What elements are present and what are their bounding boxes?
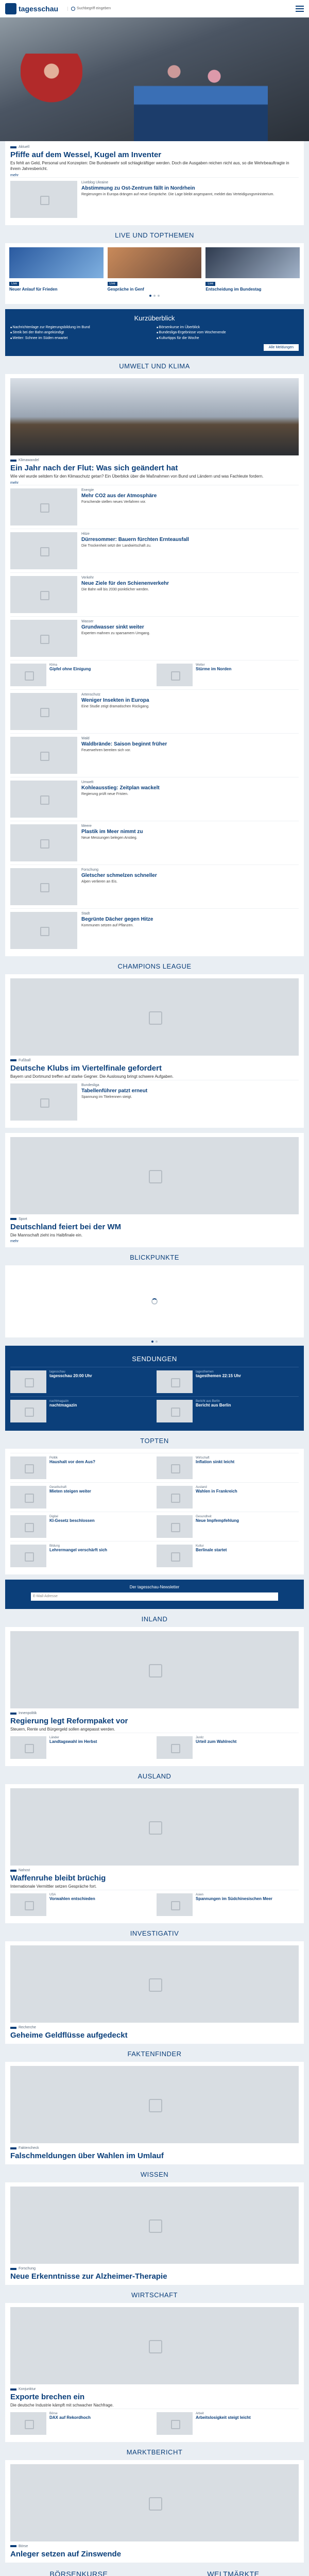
logo-text: tagesschau [19,4,59,13]
live-card-headline[interactable]: Neuer Anlauf für Frieden [9,286,58,292]
live-card-image[interactable] [205,247,300,278]
row-kicker: Wald [81,736,90,740]
row-kicker: Meere [81,824,92,828]
climate-kicker: Klimawandel [19,459,39,463]
thumb-image[interactable] [157,1515,193,1538]
fakten-section [5,2062,304,2164]
summary-item[interactable]: ■ Bundesliga-Ergebnisse vom Wochenende [157,330,299,336]
summary-item[interactable]: ■ Kulturtipps für die Woche [157,336,299,342]
ausland-teaser: Internationale Vermittler setzen Gespräche fort. [10,1884,97,1889]
story-kicker: Sport [19,1217,27,1221]
live-tag: Live [205,282,215,286]
thumb-image[interactable] [10,781,77,818]
row-kicker: Hitze [81,532,90,536]
list-item[interactable] [10,733,299,777]
topic-headline[interactable]: Wahlen in Frankreich [196,1489,237,1494]
topics-section-title: TOPTEN [140,1437,169,1445]
inland-section [5,1627,304,1766]
grid-headline[interactable]: Stürme im Norden [196,666,232,671]
live-section [5,243,304,304]
show-headline[interactable]: tagesschau 20:00 Uhr [49,1374,92,1379]
thumb-image[interactable] [10,1083,77,1121]
live-card-headline[interactable]: Entscheidung im Bundestag [205,286,262,292]
thumb-image[interactable] [10,620,77,657]
grid-kicker: Justiz [196,1736,204,1740]
thumb-image[interactable] [157,2412,193,2435]
topic-headline[interactable]: Neue Impfempfehlung [196,1518,239,1523]
thumb-image[interactable] [157,1736,193,1759]
thumb-image[interactable] [157,1400,193,1422]
live-card[interactable] [108,247,202,292]
grid-headline[interactable]: Spannungen im Südchinesischen Meer [196,1896,272,1902]
topic-kicker: Politik [49,1456,58,1460]
climate-section [5,374,304,956]
search-placeholder: Suchbegriff eingeben [77,7,111,10]
list-item[interactable] [10,616,299,660]
thumb-image[interactable] [10,532,77,569]
fakten-headline[interactable]: Falschmeldungen über Wahlen im Umlauf [10,2151,164,2161]
climate-image[interactable] [10,378,299,455]
grid-headline[interactable]: DAX auf Rekordhoch [49,2415,91,2420]
live-card[interactable] [205,247,300,292]
markt-headline[interactable]: Anleger setzen auf Zinswende [10,2549,122,2558]
grid-kicker: USA [49,1893,56,1897]
grid-item[interactable] [157,1893,299,1916]
climate-section-title: UMWELT UND KLIMA [119,362,190,370]
row-teaser: Neue Messungen belegen Anstieg. [81,836,138,840]
kicker-bar [10,146,16,148]
thumb-image[interactable] [10,1893,46,1916]
grid-item[interactable] [10,664,152,686]
row-headline[interactable]: Abstimmung zu Ost-Zentrum fällt in Nordrhein [81,185,195,191]
thumb-image[interactable] [10,868,77,905]
grid-item[interactable] [10,1893,152,1916]
topic-headline[interactable]: Mieten steigen weiter [49,1489,91,1494]
wissen-section [5,2182,304,2285]
ausland-image[interactable] [10,1788,299,1866]
topic-kicker: Gesellschaft [49,1486,67,1489]
list-item[interactable] [10,529,299,572]
show-kicker: tagesschau [49,1370,65,1374]
teaser-grid [10,660,299,689]
grid-item[interactable] [157,2412,299,2435]
thumb-image[interactable] [10,912,77,949]
inland-image[interactable] [10,1631,299,1708]
league-kicker: Fußball [19,1058,31,1062]
inland-teaser: Steuern, Rente und Bürgergeld sollen angepasst werden. [10,1727,115,1732]
header [0,0,309,18]
topic-kicker: Ausland [196,1486,207,1489]
search-icon [71,7,75,11]
league-section [5,974,304,1128]
row-headline[interactable]: Tabellenführer patzt erneut [81,1088,148,1094]
row-headline[interactable]: Mehr CO2 aus der Atmosphäre [81,493,157,499]
thumb-image[interactable] [10,1370,46,1393]
topic-headline[interactable]: KI-Gesetz beschlossen [49,1518,95,1523]
markt-image[interactable] [10,2464,299,2541]
live-card-image[interactable] [108,247,202,278]
summary-box [5,309,304,357]
thumb-image[interactable] [157,1456,193,1479]
live-tag: Live [108,282,117,286]
logo[interactable] [5,3,58,14]
row-headline[interactable]: Neue Ziele für den Schienenverkehr [81,580,169,586]
newsletter-text: Der tagesschau-Newsletter [129,1585,180,1590]
row-teaser: Feuerwehren bereiten sich vor. [81,748,131,752]
live-section-title: LIVE UND TOPTHEMEN [115,231,194,239]
show-item[interactable] [10,1370,152,1393]
topic-kicker: Digital [49,1515,58,1519]
topics-section [5,1449,304,1574]
topic-headline[interactable]: Haushalt vor dem Aus? [49,1460,96,1465]
wissen-section-title: WISSEN [140,2171,169,2179]
league-teaser: Bayern und Dortmund treffen auf starke Gegner. Die Auslosung bringt schwere Aufgaben. [10,1074,174,1079]
ausland-kicker: Nahost [19,1869,30,1873]
story-more-link[interactable]: mehr [10,1240,19,1244]
grid-kicker: Klima [49,663,58,667]
topic-headline[interactable]: Inflation sinkt leicht [196,1460,235,1465]
topic-item[interactable] [157,1515,299,1538]
search-field[interactable] [67,7,111,11]
grid-headline[interactable]: Vorwahlen entschieden [49,1896,95,1902]
grid-item[interactable] [10,2412,152,2435]
hero-image[interactable] [0,18,309,141]
row-headline[interactable]: Grundwasser sinkt weiter [81,624,144,630]
thumb-image[interactable] [10,2412,46,2435]
fakten-kicker: Faktencheck [19,2146,39,2150]
wissen-kicker: Forschung [19,2267,36,2271]
grid-headline[interactable]: Gipfel ohne Einigung [49,666,91,671]
row-headline[interactable]: Kohleausstieg: Zeitplan wackelt [81,785,160,791]
ausland-headline[interactable]: Waffenruhe bleibt brüchig [10,1874,106,1883]
thumb-image[interactable] [157,1545,193,1567]
markt-section-title: MARKTBERICHT [126,2448,183,2456]
shows-section-title: SENDUNGEN [132,1355,177,1363]
story-teaser: Die Mannschaft zieht ins Halbfinale ein. [10,1232,83,1238]
row-teaser: Experten mahnen zu sparsamem Umgang. [81,631,150,635]
thumb-image[interactable] [10,1515,46,1538]
grid-headline[interactable]: Arbeitslosigkeit steigt leicht [196,2415,251,2420]
grid-item[interactable] [157,664,299,686]
footer-link-weltmaerkte[interactable]: WELTMÄRKTE [207,2569,260,2576]
logo-icon [5,3,16,14]
grid-kicker: Wetter [196,663,205,667]
menu-icon[interactable] [296,6,304,12]
row-headline[interactable]: Begrünte Dächer gegen Hitze [81,916,153,922]
ausland-section [5,1784,304,1923]
thumb-image[interactable] [10,737,77,774]
grid-kicker: Arbeit [196,2412,204,2415]
row-teaser: Alpen verlieren an Eis. [81,879,118,884]
row-kicker: Liveblog Ukraine [81,180,109,184]
top-more-link[interactable]: mehr [10,173,19,177]
thumb-image[interactable] [10,1456,46,1479]
summary-title: Kurzüberblick [134,314,175,322]
topic-item[interactable] [10,1515,152,1538]
show-kicker: nachtmagazin [49,1400,69,1403]
row-teaser: Regierung prüft neue Fristen. [81,792,129,796]
markt-kicker: Börse [19,2544,28,2548]
live-card-headline[interactable]: Gespräche in Genf [107,286,144,292]
topic-item[interactable] [157,1545,299,1567]
grid-headline[interactable]: Urteil zum Wahlrecht [196,1739,237,1744]
league-headline[interactable]: Deutsche Klubs im Viertelfinale gefordert [10,1063,162,1073]
list-item[interactable] [10,689,299,733]
all-news-button[interactable]: Alle Meldungen [264,344,299,351]
grid-headline[interactable]: Landtagswahl im Herbst [49,1739,97,1744]
shows-section [5,1346,304,1431]
row-kicker: Wasser [81,619,94,623]
summary-item[interactable]: ■ Nachrichtenlage zur Regierungsbildung im Bund [10,325,152,331]
ticker-section-title: BLICKPUNKTE [130,1253,179,1262]
invest-section [5,1941,304,2044]
footer-link-boersenkurse[interactable]: BÖRSENKURSE [49,2569,108,2576]
topic-kicker: Kultur [196,1545,204,1548]
row-kicker: Bundesliga [81,1083,99,1087]
newsletter-box [5,1580,304,1609]
newsletter-email-input[interactable]: E-Mail-Adresse [31,1592,278,1601]
list-item[interactable] [10,821,299,865]
thumb-image[interactable] [10,1400,46,1422]
row-teaser: Forschende stellen neues Verfahren vor. [81,500,146,504]
thumb-image[interactable] [157,1370,193,1393]
thumb-image[interactable] [157,1893,193,1916]
row-kicker: Forschung [81,868,99,872]
show-item[interactable] [157,1400,299,1422]
wissen-image[interactable] [10,2187,299,2264]
row-kicker: Umwelt [81,780,94,784]
topic-item[interactable] [157,1486,299,1509]
thumb-image[interactable] [10,181,77,218]
thumb-image[interactable] [157,1486,193,1509]
story-image[interactable] [10,1137,299,1214]
markt-section [5,2460,304,2563]
grid-kicker: Länder [49,1736,59,1740]
grid-item[interactable] [157,1736,299,1759]
row-headline[interactable]: Dürresommer: Bauern fürchten Ernteausfall [81,536,189,543]
show-kicker: Bericht aus Berlin [196,1400,220,1403]
climate-headline[interactable]: Ein Jahr nach der Flut: Was sich geändert hat [10,464,178,473]
thumb-image[interactable] [10,824,77,861]
row-kicker: Verkehr [81,575,94,580]
row-kicker: Artenschutz [81,692,100,697]
invest-image[interactable] [10,1945,299,2023]
thumb-image[interactable] [10,1736,46,1759]
list-item[interactable] [10,908,299,952]
show-item[interactable] [10,1400,152,1422]
topic-headline[interactable]: Berlinale startet [196,1548,227,1553]
topic-item[interactable] [157,1456,299,1479]
invest-section-title: INVESTIGATIV [130,1929,179,1938]
row-headline[interactable]: Plastik im Meer nimmt zu [81,828,143,835]
top-story[interactable] [5,141,304,225]
thumb-image[interactable] [157,664,193,686]
wirtschaft-kicker: Konjunktur [19,2387,36,2392]
row-teaser: Spannung im Titelrennen steigt. [81,1095,132,1099]
topic-kicker: Wirtschaft [196,1456,210,1460]
live-card-image[interactable] [9,247,104,278]
row-headline[interactable]: Waldbrände: Saison beginnt früher [81,741,167,747]
league-image[interactable] [10,978,299,1056]
row-headline[interactable]: Gletscher schmelzen schneller [81,872,157,878]
climate-more-link[interactable]: mehr [10,481,19,485]
footer-links [0,2563,309,2576]
list-item[interactable] [10,865,299,908]
thumb-image[interactable] [10,488,77,526]
grid-kicker: Börse [49,2412,58,2415]
invest-headline[interactable]: Geheime Geldflüsse aufgedeckt [10,2031,128,2040]
list-item[interactable] [10,1080,299,1124]
inland-section-title: INLAND [141,1615,168,1623]
show-kicker: tagesthemen [196,1370,214,1374]
topic-item[interactable] [10,1545,152,1567]
show-headline[interactable]: Bericht aus Berlin [196,1403,231,1408]
wirtschaft-image[interactable] [10,2307,299,2384]
top-headline[interactable]: Pfiffe auf dem Wessel, Kugel am Inventer [10,150,162,159]
topic-kicker: Bildung [49,1545,60,1548]
live-tag: Live [9,282,19,286]
shows-grid [10,1367,299,1396]
row-kicker: Energie [81,488,94,492]
invest-kicker: Recherche [19,2026,36,2030]
thumb-image[interactable] [10,693,77,730]
wirtschaft-section [5,2303,304,2442]
list-item[interactable] [10,485,299,529]
wirtschaft-section-title: WIRTSCHAFT [131,2291,178,2299]
thumb-image[interactable] [10,576,77,613]
ausland-section-title: AUSLAND [138,1772,171,1781]
topic-kicker: Gesundheit [196,1515,212,1519]
inland-headline[interactable]: Regierung legt Reformpaket vor [10,1717,128,1726]
row-teaser: Die Trockenheit setzt der Landwirtschaft zu. [81,544,151,548]
thumb-image[interactable] [10,664,46,686]
carousel-dots[interactable] [0,1337,309,1346]
loading-spinner-icon [151,1298,158,1304]
row-headline[interactable]: Weniger Insekten in Europa [81,697,149,703]
summary-item[interactable]: ■ Börsenkurse im Überblick [157,325,299,331]
ticker-loading [5,1265,304,1337]
story-headline[interactable]: Deutschland feiert bei der WM [10,1222,122,1231]
show-item[interactable] [157,1370,299,1393]
topic-item[interactable] [10,1456,152,1479]
list-item[interactable] [10,777,299,821]
live-card[interactable] [9,247,104,292]
row-teaser: Die Bahn will bis 2030 pünktlicher werden. [81,587,149,591]
second-big-story [5,1133,304,1248]
thumb-image[interactable] [10,1486,46,1509]
list-item[interactable] [10,572,299,616]
row-teaser: Kommunen setzen auf Pflanzen. [81,923,134,927]
grid-item[interactable] [10,1736,152,1759]
top-kicker: Aktuell [19,145,30,149]
show-headline[interactable]: tagesthemen 22:15 Uhr [196,1374,242,1379]
fakten-image[interactable] [10,2066,299,2143]
top-row[interactable] [10,177,299,221]
topic-headline[interactable]: Lehrermangel verschärft sich [49,1548,108,1553]
inland-kicker: Innenpolitik [19,1711,37,1716]
top-teaser: Es fehlt an Geld, Personal und Konzepten: Die Bundeswehr soll schlagkräftiger werden. Doch die Ausgaben reichen nicht aus, so die Wehrbeauftragte in ihrem Jahresbericht. [10,161,289,171]
show-headline[interactable]: nachtmagazin [49,1403,77,1408]
row-teaser: Regierungen in Europa drängen auf neue Gespräche. Die Lage bleibt angespannt, meldet das Verteidigungsministerium. [81,192,274,196]
thumb-image[interactable] [10,1545,46,1567]
grid-kicker: Asien [196,1893,204,1897]
climate-teaser: Wie viel wurde seitdem für den Klimaschutz getan? Ein Überblick über die Maßnahmen von Bund und Ländern und was Fachleute fordern. [10,474,264,479]
shows-grid [10,1396,299,1426]
row-teaser: Eine Studie zeigt dramatischen Rückgang. [81,704,149,708]
league-section-title: CHAMPIONS LEAGUE [117,962,192,970]
wirtschaft-headline[interactable]: Exporte brechen ein [10,2393,85,2402]
wissen-headline[interactable]: Neue Erkenntnisse zur Alzheimer-Therapie [10,2272,167,2281]
fakten-section-title: FAKTENFINDER [127,2050,182,2058]
row-kicker: Stadt [81,911,90,916]
carousel-dots[interactable] [9,292,300,300]
topic-item[interactable] [10,1486,152,1509]
wirtschaft-teaser: Die deutsche Industrie kämpft mit schwacher Nachfrage. [10,2403,114,2408]
summary-item[interactable]: ■ Wetter: Schnee im Süden erwartet [10,336,152,342]
summary-item[interactable]: ■ Streik bei der Bahn angekündigt [10,330,152,336]
